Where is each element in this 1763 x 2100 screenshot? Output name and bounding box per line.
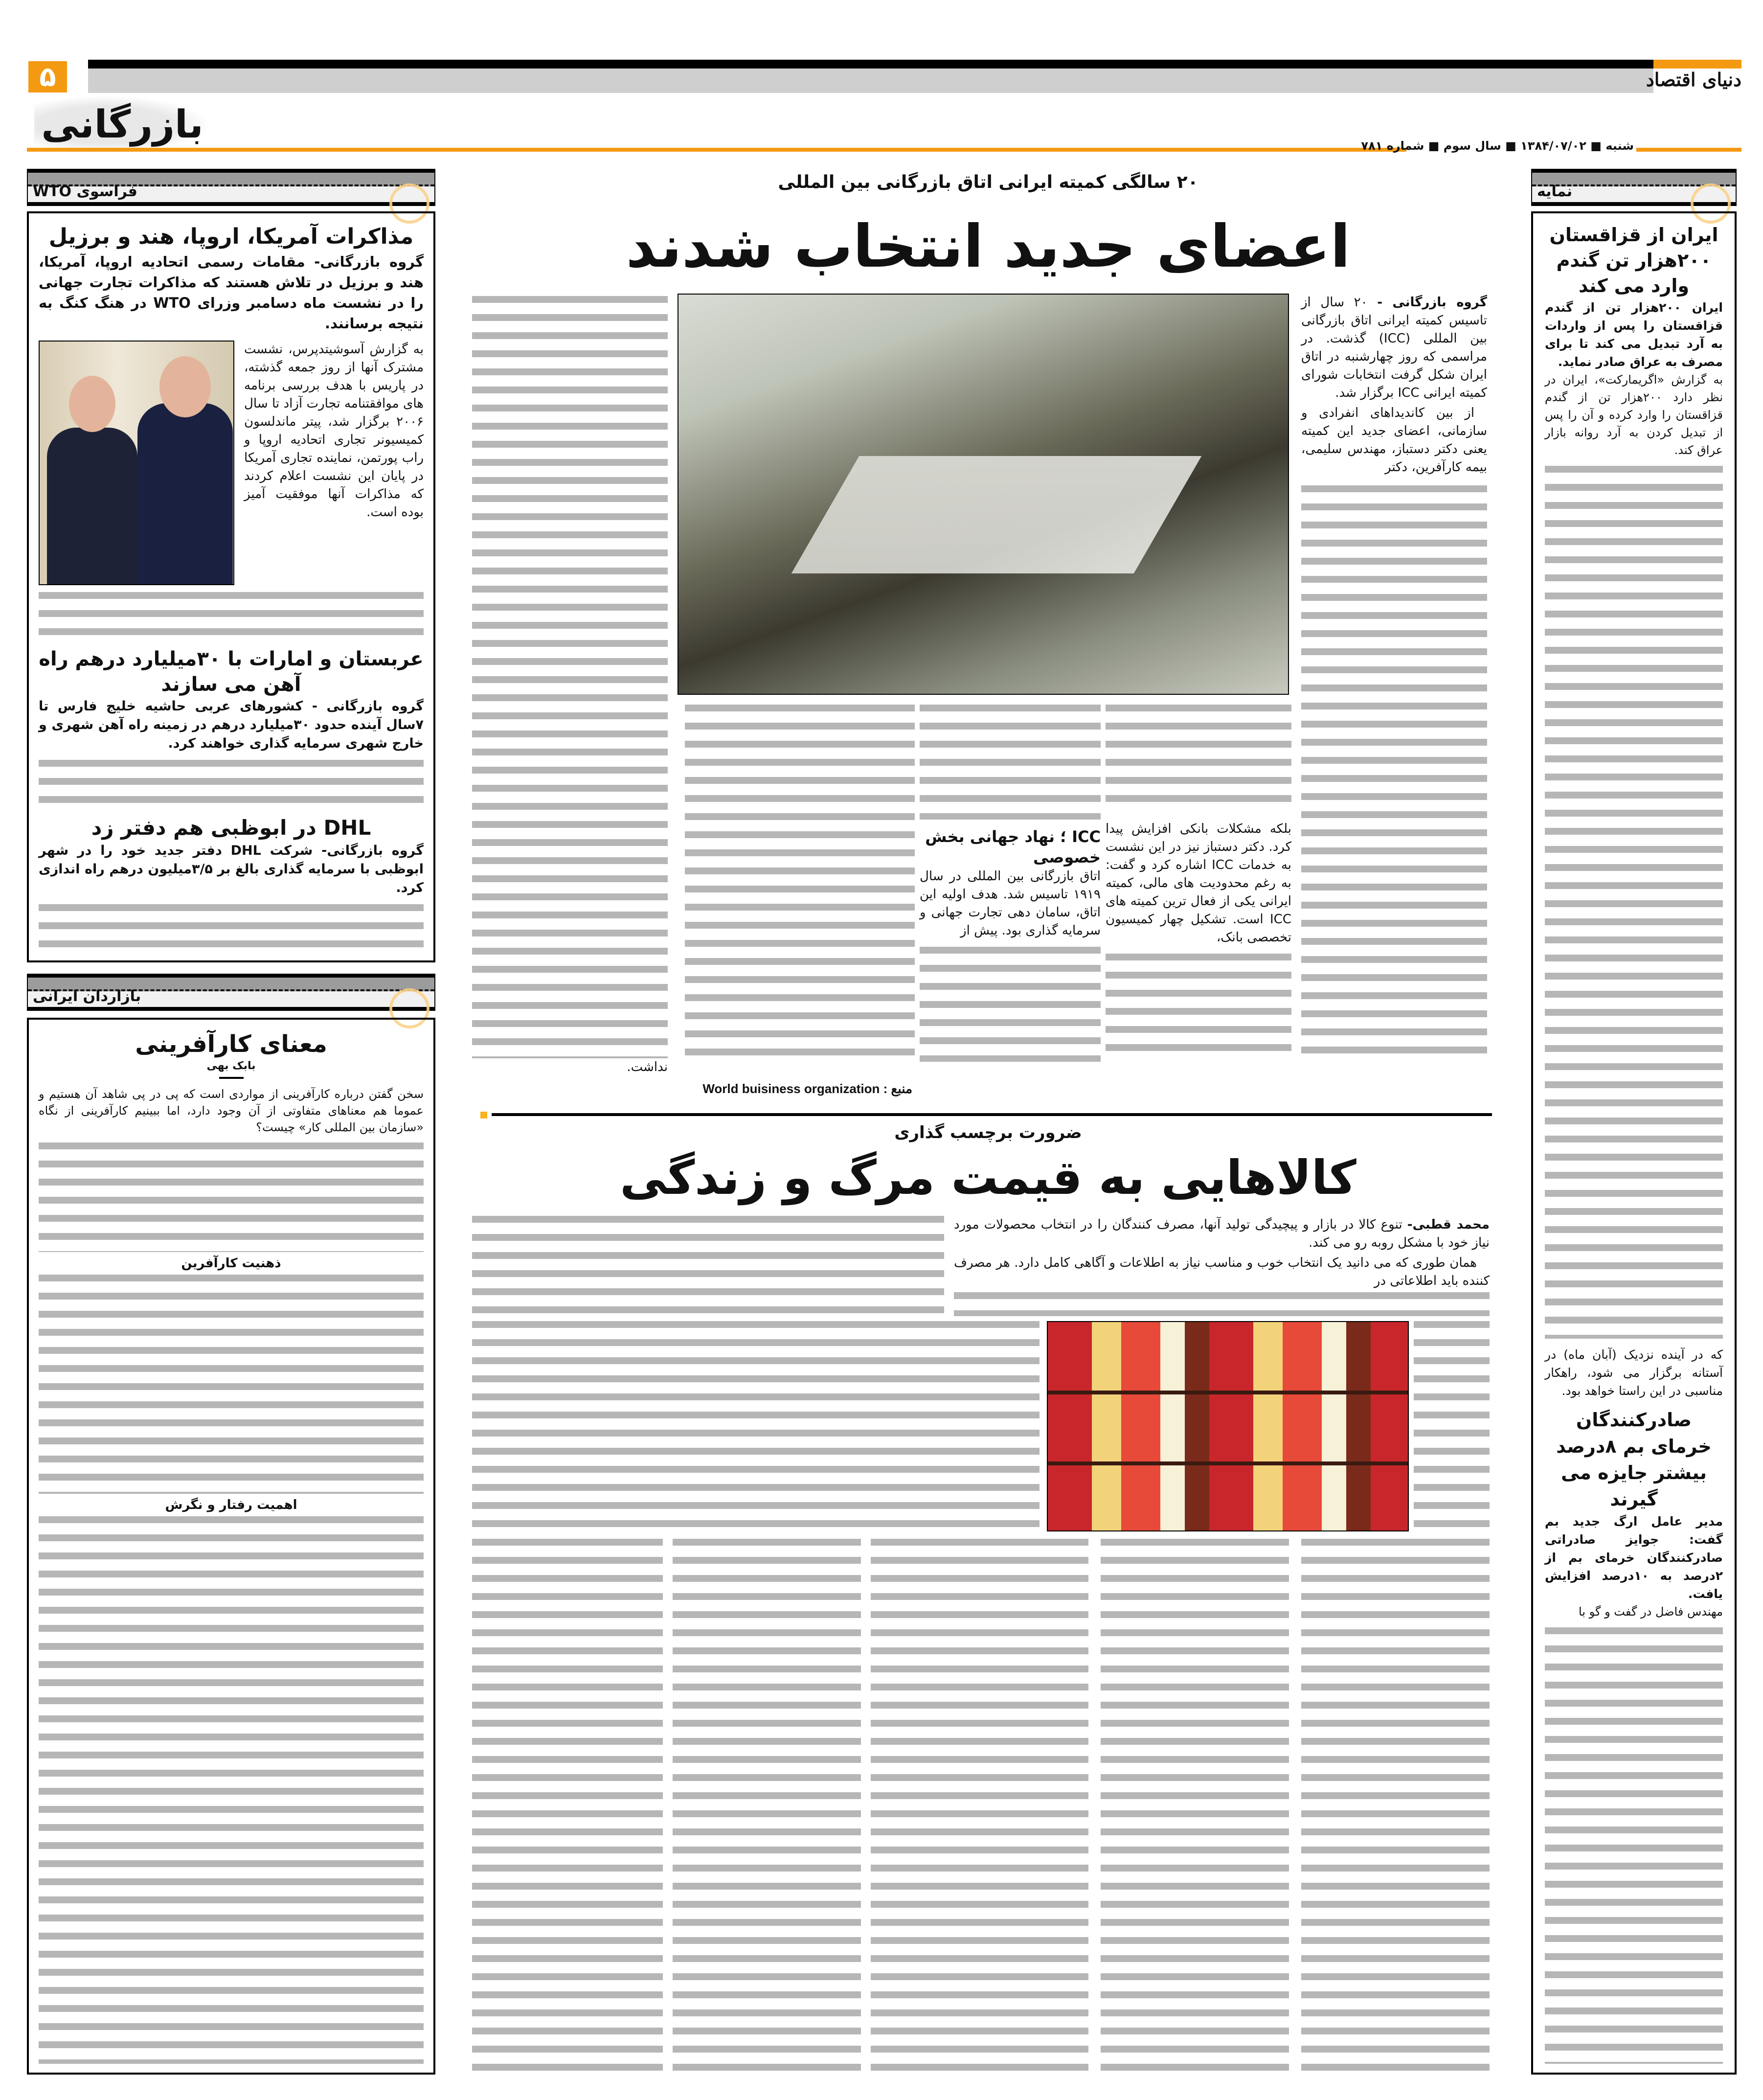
- news-box-wto: [27, 211, 435, 962]
- story1-column-b: [1106, 705, 1291, 1062]
- story2-lead-column: [954, 1216, 1490, 1316]
- text-lines: [685, 705, 915, 1062]
- headline: مذاکرات آمریکا، اروپا، هند و برزیل: [48, 224, 414, 249]
- headline: DHL در ابوظبی هم دفتر زد: [91, 816, 371, 840]
- story1-icc-section: [920, 826, 1101, 940]
- text-lines: [1545, 1627, 1723, 2064]
- text-lines: [920, 705, 1101, 820]
- story1-lead: ۲۰ سال از تاسیس کمیته ایرانی اتاق بازرگانی بین المللی (ICC) گذشت. در مراسمی که روز چهارشنبه در اتاق ایران شکل گرفت انتخابات شورای کمیته ایرانی ICC برگزار شد.: [1301, 295, 1487, 400]
- text-lines: [1106, 705, 1291, 813]
- text-lines: [39, 760, 424, 807]
- text-lines: [39, 592, 424, 639]
- masthead-accent: [1653, 60, 1741, 68]
- lead-byline: محمد قطبی-: [1407, 1217, 1490, 1232]
- story-tail: که در آینده نزدیک (آبان ماه) در آستانه برگزار می شود، راهکار مناسبی در این راستا خواهد بود.: [1545, 1347, 1723, 1398]
- story2-lead: تنوع کالا در بازار و پیچیدگی تولید آنها، مصرف کنندگان را در انتخاب محصولات مورد نیاز خود با مشکل روبه رو می کند.: [954, 1217, 1490, 1250]
- text-lines: [1301, 485, 1487, 1062]
- text-lines: [39, 904, 424, 952]
- headline: عربستان و امارات با ۳۰میلیارد درهم راه آهن می سازند: [39, 648, 424, 696]
- lead-byline: گروه بازرگانی -: [1377, 295, 1488, 310]
- lead: گروه بازرگانی - کشورهای عربی حاشیه خلیج فارس تا ۷سال آینده حدود ۳۰میلیارد درهم در زمینه راه آهن شهری و خارج شهری سرمایه گذاری خواهند کرد.: [39, 699, 424, 751]
- photo-labeled-products: [1047, 1321, 1409, 1531]
- text-lines: [1101, 1539, 1289, 2072]
- lead: مدیر عامل ارگ جدید بم گفت: جوایز صادراتی صادرکنندگان خرمای بم از ۲درصد به ۱۰درصد افزایش یافت.: [1545, 1514, 1723, 1601]
- text-lines: [39, 1275, 424, 1494]
- story1-lead-column: [1301, 294, 1487, 1062]
- page-number: ۵: [27, 60, 68, 94]
- text-lines: [954, 1292, 1490, 1316]
- lead: گروه بازرگانی- شرکت DHL دفتر جدید خود را در شهر ابوظبی با سرمایه گذاری بالغ بر ۳/۵میلیون درهم راه اندازی کرد.: [39, 843, 424, 895]
- section-header-index: [1531, 169, 1737, 206]
- story-dhl: [39, 814, 424, 897]
- text-lines: [472, 296, 668, 1058]
- text-lines: [1301, 1539, 1490, 2072]
- lead: گروه بازرگانی- مقامات رسمی اتحادیه اروپا، آمریکا، هند و برزیل در تلاش هستند که مذاکرات تجارت جهانی را در نشست ماه دسامبر وزرای WTO در هنگ کنگ به نتیجه برسانند.: [39, 253, 424, 332]
- text-lines: [472, 1216, 944, 1314]
- masthead-bar: [88, 60, 1653, 68]
- orange-square: [480, 1112, 487, 1118]
- story1-headline: اعضای جدید انتخاب شدند: [626, 213, 1351, 281]
- orange-rule: [27, 148, 1406, 152]
- newspaper-logo: دنیای اقتصاد: [1646, 68, 1741, 91]
- story1-body: از بین کاندیداهای انفرادی و سازمانی، اعضای جدید این کمیته یعنی دکتر دستباز، مهندس سلیمی، بیمه کارآفرین، دکتر: [1301, 406, 1487, 475]
- story-wto-photo-row: [39, 341, 424, 585]
- masthead-band: [88, 68, 1653, 93]
- subhead: ICC ؛ نهاد جهانی بخش خصوصی: [925, 827, 1101, 867]
- subhead: ذهنیت کارآفرین: [181, 1255, 281, 1271]
- text-lines: [1106, 954, 1291, 1062]
- story2-headline: کالاهایی به قیمت مرگ و زندگی: [620, 1150, 1356, 1205]
- story-body: مهندس فاضل در گفت و گو با: [1579, 1605, 1723, 1619]
- text-lines: [39, 1516, 424, 2064]
- text-lines: [472, 1539, 663, 2072]
- essay-box: [27, 1018, 435, 2075]
- photo-icc-meeting: [678, 294, 1289, 695]
- story2-kicker: ضرورت برچسب گذاری: [894, 1123, 1082, 1142]
- story-bam-dates: [1545, 1407, 1723, 1621]
- section-label: فراسوی WTO: [33, 183, 137, 200]
- divider: [219, 1077, 244, 1079]
- news-box-index: [1531, 211, 1737, 2075]
- headline: معنای کارآفرینی: [135, 1030, 327, 1058]
- story1-closing: نداشت.: [627, 1060, 668, 1074]
- dateline: شنبه ■ ۱۳۸۴/۰۷/۰۲ ■ سال سوم ■ شماره ۷۸۱: [1361, 139, 1634, 153]
- essay-intro: سخن گفتن درباره کارآفرینی از مواردی است که پی در پی شاهد آن هستیم و عموما هم معناهای متفاوتی از آن وجود دارد، اما ببینیم کارآفرینی از نگاه «سازمان بین المللی کار» چیست؟: [39, 1087, 424, 1134]
- lead: ایران ۲۰۰هزار تن از گندم قزاقستان را پس از واردات به آرد تبدیل می کند تا برای مصرف به عراق صادر نماید.: [1545, 300, 1723, 369]
- story1-para2: بلکه مشکلات بانکی افزایش پیدا کرد. دکتر دستباز نیز در این نشست به خدمات ICC اشاره کرد و گفت: به رغم محدودیت های مالی، کمیته ایرانی یکی از فعال ترین کمیته های ICC است. تشکیل چهار کمیسیون تخصصی بانک،: [1106, 821, 1291, 945]
- orange-rule: [1636, 148, 1741, 152]
- story-railway: [39, 646, 424, 753]
- story-kazakh-wheat: [1545, 222, 1723, 459]
- text-lines: [1545, 466, 1723, 1339]
- section-header-iranian-marketers: [27, 974, 435, 1011]
- story1-column-c: [920, 705, 1101, 1062]
- text-lines: [871, 1539, 1088, 2072]
- source-name: World buisiness organization: [702, 1081, 880, 1096]
- story-divider: [492, 1113, 1492, 1116]
- text-lines: [39, 1142, 424, 1252]
- story1-source: [472, 1081, 912, 1096]
- text-lines: [1414, 1321, 1490, 1531]
- byline: بابک بهی: [206, 1060, 256, 1072]
- story-body: به گزارش آسوشیتدپرس، نشست مشترک آنها از روز جمعه گذشته، در پاریس با هدف بررسی برنامه های موافقتنامه تجارت آزاد تا سال ۲۰۰۶ برگزار شد، پیتر ماندلسون کمیسیونر تجاری اتحادیه اروپا و راب پورتمن، نماینده تجاری آمریکا در پایان این نشست اعلام کردند که مذاکرات آنها موفقیت آمیز بوده است.: [244, 342, 424, 520]
- story1-column-e: [472, 296, 668, 1076]
- section-title: بازرگانی: [34, 95, 210, 154]
- text-lines: [472, 1321, 1040, 1531]
- headline: ایران از قزاقستان ۲۰۰هزار تن گندم وارد می کند: [1549, 224, 1718, 297]
- essay-entrepreneurship: [39, 1028, 424, 1136]
- story2-body: همان طوری که می دانید یک انتخاب خوب و مناسب نیاز به اطلاعات و آگاهی کامل دارد. هر مصرف کننده باید اطلاعاتی در: [954, 1255, 1490, 1288]
- text-lines: [673, 1539, 861, 2072]
- story1-kicker: ۲۰ سالگی کمیته ایرانی اتاق بازرگانی بین المللی: [778, 172, 1198, 192]
- source-label: منبع :: [883, 1081, 912, 1096]
- story-body: به گزارش «اگریمارکت»، ایران در نظر دارد ۲۰۰هزار تن از گندم قزاقستان را وارد کرده و آن را پس از تبدیل کردن به آرد روانه بازار عراق کند.: [1545, 373, 1723, 457]
- story-wto-talks: [39, 222, 424, 334]
- section-header-wto: [27, 169, 435, 206]
- story1-para3: اتاق بازرگانی بین المللی در سال ۱۹۱۹ تاسیس شد. هدف اولیه این اتاق، سامان دهی تجارت جهانی و سرمایه گذاری بود. پیش از: [920, 869, 1101, 938]
- section-label: نمایه: [1537, 183, 1573, 200]
- section-label: بازاردان ایرانی: [33, 988, 141, 1005]
- photo-trade-officials: [39, 341, 234, 585]
- subhead: اهمیت رفتار و نگرش: [165, 1497, 297, 1512]
- text-lines: [920, 947, 1101, 1062]
- headline: صادرکنندگان خرمای بم ۸درصد بیشتر جایزه می گیرند: [1556, 1409, 1712, 1510]
